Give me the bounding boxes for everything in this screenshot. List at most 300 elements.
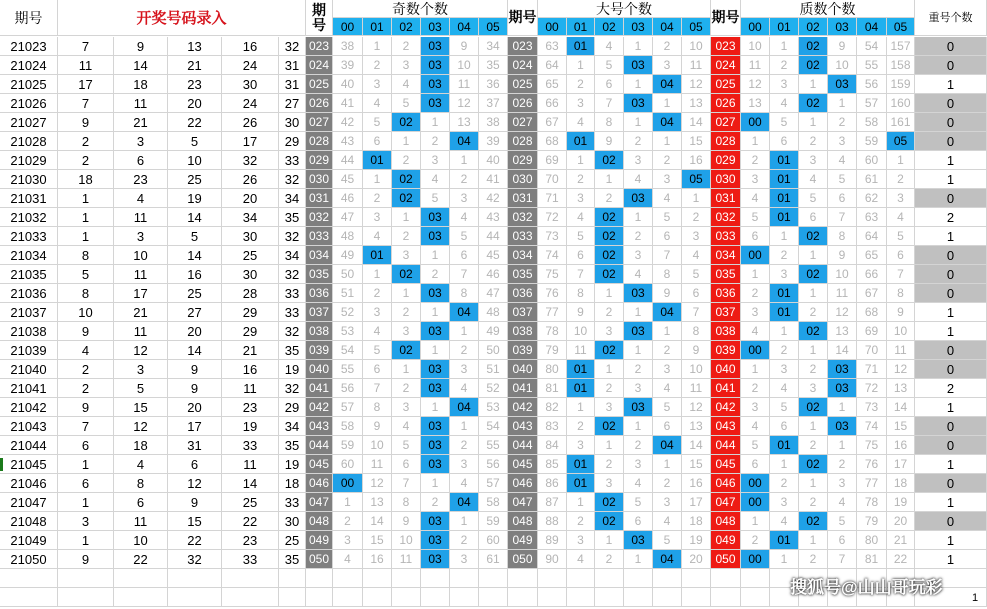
draw-number-cell[interactable]: 35: [279, 550, 306, 569]
draw-number-cell[interactable]: 33: [222, 550, 279, 569]
miss-count-cell: 79: [857, 512, 887, 531]
draw-number-cell[interactable]: 14: [168, 246, 222, 265]
count-col-header: 00: [538, 18, 567, 36]
miss-count-cell: 11: [450, 75, 479, 94]
miss-count-cell: 1: [770, 322, 799, 341]
draw-number-cell[interactable]: 1: [58, 227, 114, 246]
draw-number-cell[interactable]: 20: [168, 322, 222, 341]
draw-number-cell[interactable]: 12: [114, 341, 168, 360]
miss-count-cell: 16: [887, 436, 915, 455]
draw-number-cell[interactable]: 21: [114, 303, 168, 322]
repeat-count-cell: 0: [915, 94, 987, 113]
miss-count-cell: 62: [857, 189, 887, 208]
draw-number-cell[interactable]: 9: [58, 398, 114, 417]
miss-count-cell: 8: [682, 322, 711, 341]
draw-number-cell[interactable]: 5: [114, 379, 168, 398]
draw-number-cell[interactable]: 33: [279, 303, 306, 322]
draw-number-cell[interactable]: 22: [222, 512, 279, 531]
draw-number-cell[interactable]: 31: [279, 56, 306, 75]
group-period-cell: 037: [711, 303, 741, 322]
draw-number-cell[interactable]: 6: [114, 493, 168, 512]
miss-count-cell: 4: [741, 417, 770, 436]
draw-number-cell[interactable]: 6: [114, 151, 168, 170]
draw-number-cell[interactable]: 32: [279, 265, 306, 284]
draw-number-cell[interactable]: 1: [58, 455, 114, 474]
miss-count-cell: 1: [450, 417, 479, 436]
miss-count-cell: 1: [828, 94, 857, 113]
draw-number-cell[interactable]: 9: [168, 493, 222, 512]
miss-count-cell: 74: [538, 246, 567, 265]
hit-cell: 00: [741, 550, 770, 569]
draw-number-cell[interactable]: 14: [168, 341, 222, 360]
draw-number-cell[interactable]: 35: [279, 208, 306, 227]
draw-number-cell[interactable]: 19: [279, 455, 306, 474]
draw-number-cell[interactable]: 30: [279, 113, 306, 132]
draw-number-cell[interactable]: 5: [168, 227, 222, 246]
draw-number-cell[interactable]: 6: [58, 474, 114, 493]
miss-count-cell: 4: [567, 208, 595, 227]
group-period-cell: 042: [711, 398, 741, 417]
miss-count-cell: 4: [770, 512, 799, 531]
miss-count-cell: 75: [538, 265, 567, 284]
draw-number-cell[interactable]: 25: [279, 531, 306, 550]
repeat-count-cell: 0: [915, 37, 987, 56]
draw-number-cell[interactable]: 6: [168, 455, 222, 474]
miss-count-cell: 3: [682, 227, 711, 246]
hit-cell: 04: [653, 113, 682, 132]
draw-number-cell[interactable]: 1: [58, 208, 114, 227]
miss-count-cell: 3: [770, 493, 799, 512]
miss-count-cell: 13: [828, 322, 857, 341]
draw-number-cell[interactable]: 32: [279, 170, 306, 189]
draw-number-cell[interactable]: 25: [222, 246, 279, 265]
draw-number-cell[interactable]: 30: [222, 227, 279, 246]
draw-number-cell[interactable]: 20: [168, 398, 222, 417]
miss-count-cell: 83: [538, 417, 567, 436]
miss-count-cell: 75: [857, 436, 887, 455]
draw-number-cell[interactable]: 22: [168, 113, 222, 132]
draw-number-cell[interactable]: 11: [114, 512, 168, 531]
miss-count-cell: 2: [392, 227, 421, 246]
draw-number-cell[interactable]: 33: [279, 151, 306, 170]
miss-count-cell: 6: [363, 132, 392, 151]
period-cell: 21048: [0, 512, 58, 531]
draw-number-cell[interactable]: 15: [168, 512, 222, 531]
draw-number-cell[interactable]: 5: [168, 132, 222, 151]
miss-count-cell: 9: [828, 246, 857, 265]
draw-number-cell[interactable]: 15: [114, 398, 168, 417]
miss-count-cell: 65: [538, 75, 567, 94]
draw-number-cell[interactable]: 32: [279, 322, 306, 341]
miss-count-cell: 4: [770, 94, 799, 113]
draw-number-cell[interactable]: 17: [58, 75, 114, 94]
miss-count-cell: 3: [333, 531, 363, 550]
miss-count-cell: 8: [653, 265, 682, 284]
draw-number-cell[interactable]: 33: [222, 436, 279, 455]
miss-count-cell: 7: [828, 550, 857, 569]
miss-count-cell: 6: [887, 246, 915, 265]
miss-count-cell: 2: [392, 37, 421, 56]
miss-count-cell: 56: [479, 455, 508, 474]
empty-cell: [682, 588, 711, 607]
draw-number-cell[interactable]: 29: [279, 398, 306, 417]
draw-number-cell[interactable]: 17: [222, 132, 279, 151]
miss-count-cell: 39: [333, 56, 363, 75]
miss-count-cell: 4: [450, 474, 479, 493]
draw-number-cell[interactable]: 25: [168, 284, 222, 303]
miss-count-cell: 52: [333, 303, 363, 322]
draw-number-cell[interactable]: 26: [222, 170, 279, 189]
miss-count-cell: 5: [450, 227, 479, 246]
draw-number-cell[interactable]: 9: [168, 360, 222, 379]
draw-number-cell[interactable]: 18: [114, 436, 168, 455]
draw-number-cell[interactable]: 32: [279, 37, 306, 56]
hit-cell: 03: [421, 455, 450, 474]
miss-count-cell: 1: [567, 398, 595, 417]
draw-number-cell[interactable]: 7: [58, 37, 114, 56]
hit-cell: 02: [595, 208, 624, 227]
miss-count-cell: 4: [363, 94, 392, 113]
draw-number-cell[interactable]: 27: [279, 94, 306, 113]
miss-count-cell: 3: [653, 360, 682, 379]
miss-count-cell: 9: [653, 284, 682, 303]
draw-number-cell[interactable]: 19: [279, 360, 306, 379]
draw-number-cell[interactable]: 17: [168, 417, 222, 436]
miss-count-cell: 6: [682, 284, 711, 303]
draw-number-cell[interactable]: 11: [114, 265, 168, 284]
empty-cell: [595, 588, 624, 607]
draw-number-cell[interactable]: 31: [279, 75, 306, 94]
hit-cell: 01: [770, 189, 799, 208]
miss-count-cell: 77: [857, 474, 887, 493]
draw-number-cell[interactable]: 1: [58, 531, 114, 550]
miss-count-cell: 5: [799, 189, 828, 208]
hit-cell: 01: [567, 455, 595, 474]
hit-cell: 03: [421, 94, 450, 113]
draw-number-cell[interactable]: 11: [114, 208, 168, 227]
draw-number-cell[interactable]: 33: [279, 284, 306, 303]
miss-count-cell: 1: [333, 493, 363, 512]
group-period-cell: 041: [508, 379, 538, 398]
miss-count-cell: 11: [567, 341, 595, 360]
miss-count-cell: 42: [479, 189, 508, 208]
draw-number-cell[interactable]: 10: [114, 531, 168, 550]
hit-cell: 03: [828, 75, 857, 94]
draw-number-cell[interactable]: 32: [168, 550, 222, 569]
miss-count-cell: 7: [450, 265, 479, 284]
miss-count-cell: 53: [479, 398, 508, 417]
draw-number-cell[interactable]: 10: [58, 303, 114, 322]
miss-count-cell: 3: [567, 531, 595, 550]
draw-number-cell[interactable]: 23: [114, 170, 168, 189]
draw-number-cell[interactable]: 27: [168, 303, 222, 322]
hit-cell: 02: [392, 341, 421, 360]
draw-number-cell[interactable]: 20: [222, 189, 279, 208]
miss-count-cell: 51: [333, 284, 363, 303]
miss-count-cell: 2: [741, 531, 770, 550]
miss-count-cell: 59: [333, 436, 363, 455]
draw-number-cell[interactable]: 23: [222, 531, 279, 550]
draw-number-cell[interactable]: 21: [168, 56, 222, 75]
draw-number-cell[interactable]: 3: [114, 227, 168, 246]
miss-count-cell: 2: [450, 341, 479, 360]
miss-count-cell: 54: [333, 341, 363, 360]
draw-number-cell[interactable]: 2: [58, 360, 114, 379]
miss-count-cell: 11: [392, 550, 421, 569]
miss-count-cell: 6: [567, 246, 595, 265]
miss-count-cell: 46: [333, 189, 363, 208]
draw-number-cell[interactable]: 2: [58, 151, 114, 170]
repeat-count-cell: 1: [915, 455, 987, 474]
prime-count-title: 质数个数: [741, 0, 915, 18]
miss-count-cell: 66: [857, 265, 887, 284]
draw-number-cell[interactable]: 34: [279, 189, 306, 208]
draw-number-cell[interactable]: 35: [279, 341, 306, 360]
draw-number-cell[interactable]: 18: [114, 75, 168, 94]
group-period-cell: 048: [508, 512, 538, 531]
miss-count-cell: 1: [828, 436, 857, 455]
empty-cell: [114, 569, 168, 588]
draw-number-cell[interactable]: 25: [168, 170, 222, 189]
miss-count-cell: 56: [857, 75, 887, 94]
draw-number-cell[interactable]: 14: [114, 56, 168, 75]
draw-number-cell[interactable]: 29: [279, 132, 306, 151]
draw-number-cell[interactable]: 11: [222, 455, 279, 474]
draw-number-cell[interactable]: 10: [168, 151, 222, 170]
draw-number-cell[interactable]: 34: [222, 208, 279, 227]
miss-count-cell: 2: [887, 170, 915, 189]
miss-count-cell: 1: [450, 151, 479, 170]
miss-count-cell: 61: [857, 170, 887, 189]
miss-count-cell: 13: [741, 94, 770, 113]
empty-cell: [653, 569, 682, 588]
draw-number-cell[interactable]: 22: [114, 550, 168, 569]
draw-number-cell[interactable]: 21: [222, 341, 279, 360]
miss-count-cell: 2: [770, 341, 799, 360]
draw-number-cell[interactable]: 16: [222, 37, 279, 56]
miss-count-cell: 3: [770, 75, 799, 94]
miss-count-cell: 1: [624, 550, 653, 569]
miss-count-cell: 10: [450, 56, 479, 75]
miss-count-cell: 16: [363, 550, 392, 569]
draw-number-cell[interactable]: 9: [168, 379, 222, 398]
draw-number-cell[interactable]: 2: [58, 379, 114, 398]
draw-number-cell[interactable]: 13: [168, 37, 222, 56]
miss-count-cell: 5: [653, 398, 682, 417]
hit-cell: 03: [624, 322, 653, 341]
hit-cell: 00: [741, 474, 770, 493]
draw-number-cell[interactable]: 32: [279, 379, 306, 398]
miss-count-cell: 1: [887, 151, 915, 170]
count-col-header: 01: [567, 18, 595, 36]
empty-cell: [711, 569, 741, 588]
draw-number-cell[interactable]: 22: [168, 531, 222, 550]
draw-number-cell[interactable]: 11: [114, 322, 168, 341]
repeat-count-cell: 0: [915, 189, 987, 208]
draw-number-cell[interactable]: 26: [222, 113, 279, 132]
draw-number-cell[interactable]: 30: [279, 512, 306, 531]
count-col-header: 03: [624, 18, 653, 36]
draw-number-cell[interactable]: 8: [58, 246, 114, 265]
group-period-cell: 046: [711, 474, 741, 493]
draw-number-cell[interactable]: 20: [168, 94, 222, 113]
draw-number-cell[interactable]: 3: [58, 512, 114, 531]
draw-number-cell[interactable]: 31: [168, 436, 222, 455]
draw-number-cell[interactable]: 32: [279, 227, 306, 246]
miss-count-cell: 10: [682, 37, 711, 56]
draw-number-cell[interactable]: 3: [114, 360, 168, 379]
miss-count-cell: 1: [567, 151, 595, 170]
miss-count-cell: 2: [363, 189, 392, 208]
draw-number-cell[interactable]: 9: [58, 113, 114, 132]
draw-number-cell[interactable]: 16: [168, 265, 222, 284]
miss-count-cell: 8: [450, 284, 479, 303]
empty-cell: [58, 588, 114, 607]
draw-number-cell[interactable]: 29: [222, 303, 279, 322]
draw-number-cell[interactable]: 5: [58, 265, 114, 284]
draw-number-cell[interactable]: 18: [58, 170, 114, 189]
draw-number-cell[interactable]: 33: [279, 493, 306, 512]
miss-count-cell: 63: [857, 208, 887, 227]
miss-count-cell: 2: [770, 56, 799, 75]
miss-count-cell: 6: [653, 227, 682, 246]
miss-count-cell: 3: [741, 398, 770, 417]
group-period-cell: 040: [711, 360, 741, 379]
miss-count-cell: 59: [479, 512, 508, 531]
miss-count-cell: 3: [363, 208, 392, 227]
draw-number-cell[interactable]: 4: [114, 189, 168, 208]
draw-number-cell[interactable]: 7: [58, 417, 114, 436]
draw-number-cell[interactable]: 18: [279, 474, 306, 493]
miss-count-cell: 1: [653, 132, 682, 151]
hit-cell: 03: [421, 284, 450, 303]
draw-number-cell[interactable]: 9: [58, 322, 114, 341]
draw-number-cell[interactable]: 30: [222, 265, 279, 284]
draw-number-cell[interactable]: 23: [222, 398, 279, 417]
miss-count-cell: 11: [682, 56, 711, 75]
draw-number-cell[interactable]: 35: [279, 436, 306, 455]
group-period-cell: 024: [306, 56, 333, 75]
miss-count-cell: 2: [770, 246, 799, 265]
group-period-cell: 028: [306, 132, 333, 151]
miss-count-cell: 4: [450, 379, 479, 398]
period-header: 期号: [0, 0, 58, 36]
miss-count-cell: 2: [828, 455, 857, 474]
draw-number-cell[interactable]: 29: [222, 322, 279, 341]
period-cell: 21050: [0, 550, 58, 569]
miss-count-cell: 2: [653, 151, 682, 170]
draw-number-cell[interactable]: 9: [58, 550, 114, 569]
miss-count-cell: 5: [770, 398, 799, 417]
draw-number-cell[interactable]: 1: [58, 493, 114, 512]
draw-number-cell[interactable]: 7: [58, 94, 114, 113]
miss-count-cell: 3: [392, 246, 421, 265]
empty-cell: [363, 569, 392, 588]
draw-number-cell[interactable]: 30: [222, 75, 279, 94]
miss-count-cell: 14: [363, 512, 392, 531]
draw-number-cell[interactable]: 4: [114, 455, 168, 474]
draw-number-cell[interactable]: 17: [114, 284, 168, 303]
period-cell: 21046: [0, 474, 58, 493]
hit-cell: 01: [770, 436, 799, 455]
miss-count-cell: 1: [770, 37, 799, 56]
draw-number-cell[interactable]: 8: [58, 284, 114, 303]
hit-cell: 03: [421, 531, 450, 550]
draw-number-cell[interactable]: 24: [222, 94, 279, 113]
miss-count-cell: 4: [828, 151, 857, 170]
miss-count-cell: 46: [479, 265, 508, 284]
group-period-cell: 043: [711, 417, 741, 436]
draw-number-cell[interactable]: 3: [114, 132, 168, 151]
draw-number-cell[interactable]: 11: [114, 94, 168, 113]
draw-number-cell[interactable]: 11: [58, 56, 114, 75]
miss-count-cell: 2: [421, 265, 450, 284]
draw-number-cell[interactable]: 12: [168, 474, 222, 493]
hit-cell: 04: [450, 303, 479, 322]
empty-cell: [421, 588, 450, 607]
count-col-header: 02: [392, 18, 421, 36]
draw-number-cell[interactable]: 25: [222, 493, 279, 512]
miss-count-cell: 80: [857, 531, 887, 550]
miss-count-cell: 11: [828, 284, 857, 303]
draw-number-cell[interactable]: 28: [222, 284, 279, 303]
draw-number-cell[interactable]: 19: [168, 189, 222, 208]
draw-number-cell[interactable]: 2: [58, 132, 114, 151]
draw-number-cell[interactable]: 9: [114, 37, 168, 56]
miss-count-cell: 52: [479, 379, 508, 398]
draw-number-cell[interactable]: 1: [58, 189, 114, 208]
empty-cell: [479, 569, 508, 588]
draw-number-cell[interactable]: 19: [222, 417, 279, 436]
draw-number-cell[interactable]: 34: [279, 246, 306, 265]
draw-number-cell[interactable]: 12: [114, 417, 168, 436]
hit-cell: 00: [741, 246, 770, 265]
miss-count-cell: 69: [538, 151, 567, 170]
hit-cell: 01: [770, 303, 799, 322]
draw-number-cell[interactable]: 32: [222, 151, 279, 170]
miss-count-cell: 3: [624, 246, 653, 265]
draw-number-cell[interactable]: 16: [222, 360, 279, 379]
miss-count-cell: 2: [799, 132, 828, 151]
repeat-count-cell: 1: [915, 550, 987, 569]
draw-number-cell[interactable]: 10: [114, 246, 168, 265]
hit-cell: 03: [421, 550, 450, 569]
draw-number-cell[interactable]: 34: [279, 417, 306, 436]
miss-count-cell: 67: [538, 113, 567, 132]
hit-cell: 02: [595, 265, 624, 284]
draw-number-cell[interactable]: 21: [114, 113, 168, 132]
miss-count-cell: 49: [479, 322, 508, 341]
group-period-cell: 026: [508, 94, 538, 113]
group-period-cell: 048: [306, 512, 333, 531]
empty-cell: [508, 588, 538, 607]
draw-number-cell[interactable]: 14: [168, 208, 222, 227]
draw-number-cell[interactable]: 24: [222, 56, 279, 75]
draw-number-cell[interactable]: 8: [114, 474, 168, 493]
draw-number-cell[interactable]: 11: [222, 379, 279, 398]
miss-count-cell: 64: [538, 56, 567, 75]
draw-number-cell[interactable]: 14: [222, 474, 279, 493]
miss-count-cell: 88: [538, 512, 567, 531]
draw-number-cell[interactable]: 6: [58, 436, 114, 455]
draw-number-cell[interactable]: 23: [168, 75, 222, 94]
miss-count-cell: 21: [887, 531, 915, 550]
miss-count-cell: 67: [857, 284, 887, 303]
miss-count-cell: 50: [479, 341, 508, 360]
miss-count-cell: 71: [857, 360, 887, 379]
count-col-header: 04: [450, 18, 479, 36]
draw-number-cell[interactable]: 4: [58, 341, 114, 360]
